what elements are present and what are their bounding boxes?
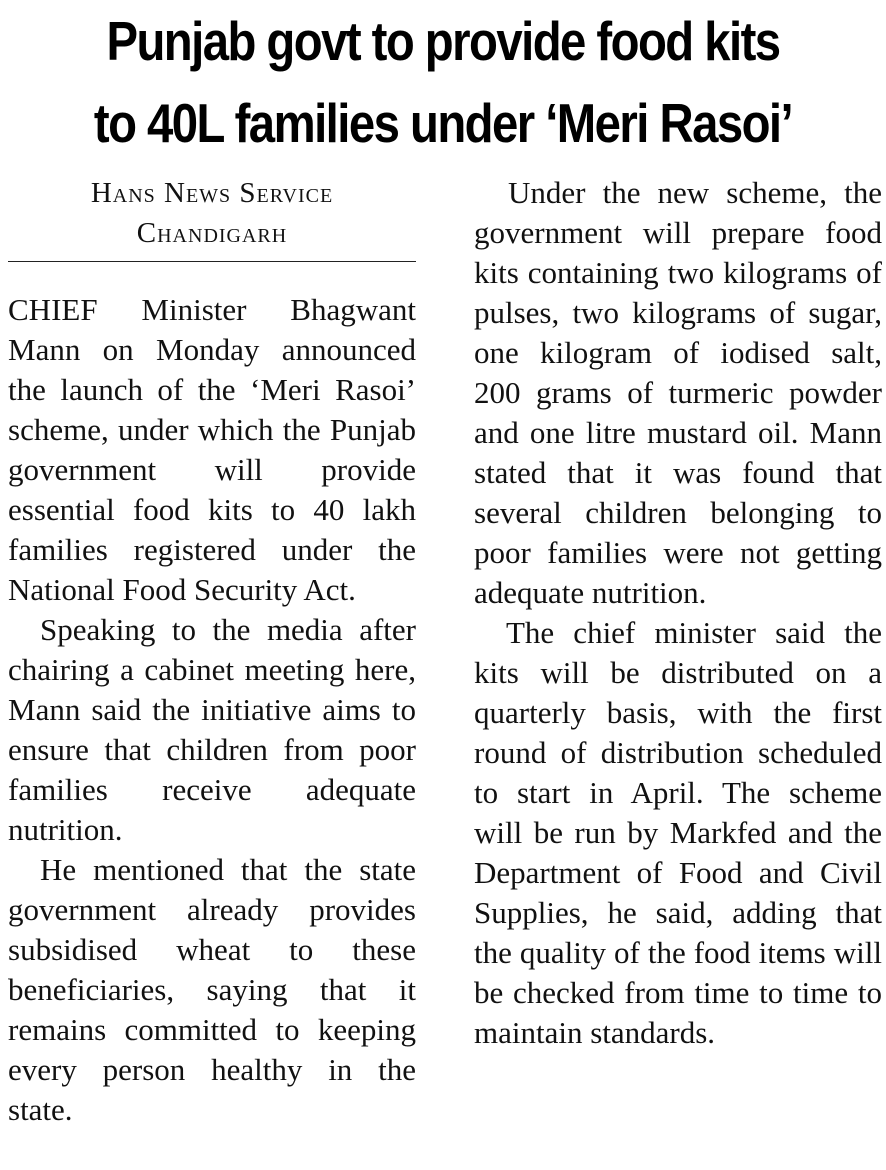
- headline: [62, 0, 824, 164]
- byline-divider: [8, 261, 416, 262]
- left-column: [8, 173, 416, 1130]
- headline-line-1: Punjab govt to provide food kits: [106, 10, 780, 72]
- byline-place: Chandigarh: [136, 217, 288, 249]
- byline: [8, 173, 416, 253]
- right-column: [474, 173, 882, 1053]
- paragraph-5: The chief minister said the kits will be distributed on a quarterly basis, with the first round of distribution scheduled to start in April. The scheme will be run by Markfed and the Department of Food and Civil Supplies, he said, adding that the quality of the food items will be checked from time to time to maintain standards.: [474, 615, 882, 1050]
- paragraph-3: He mentioned that the state government already provides subsidised wheat to these beneficiaries, saying that it remains committed to keeping every person healthy in the state.: [8, 852, 416, 1127]
- paragraph-2: Speaking to the media after chairing a cabinet meeting here, Mann said the initiative aims to ensure that children from poor families receive adequate nutrition.: [8, 612, 416, 847]
- paragraph-1: CHIEF Minister Bhagwant Mann on Monday announced the launch of the ‘Meri Rasoi’ scheme, under which the Punjab government will provide essential food kits to 40 lakh families registered under the National Food Security Act.: [8, 292, 416, 607]
- headline-line-2: to 40L families under ‘Meri Rasoi’: [93, 92, 793, 154]
- byline-agency: Hans News Service: [90, 177, 334, 209]
- paragraph-4: Under the new scheme, the government will prepare food kits containing two kilograms of pulses, two kilograms of sugar, one kilogram of iodised salt, 200 grams of turmeric powder and one litre mustard oil. Mann stated that it was found that several children belonging to poor families were not getting adequate nutrition.: [474, 175, 882, 610]
